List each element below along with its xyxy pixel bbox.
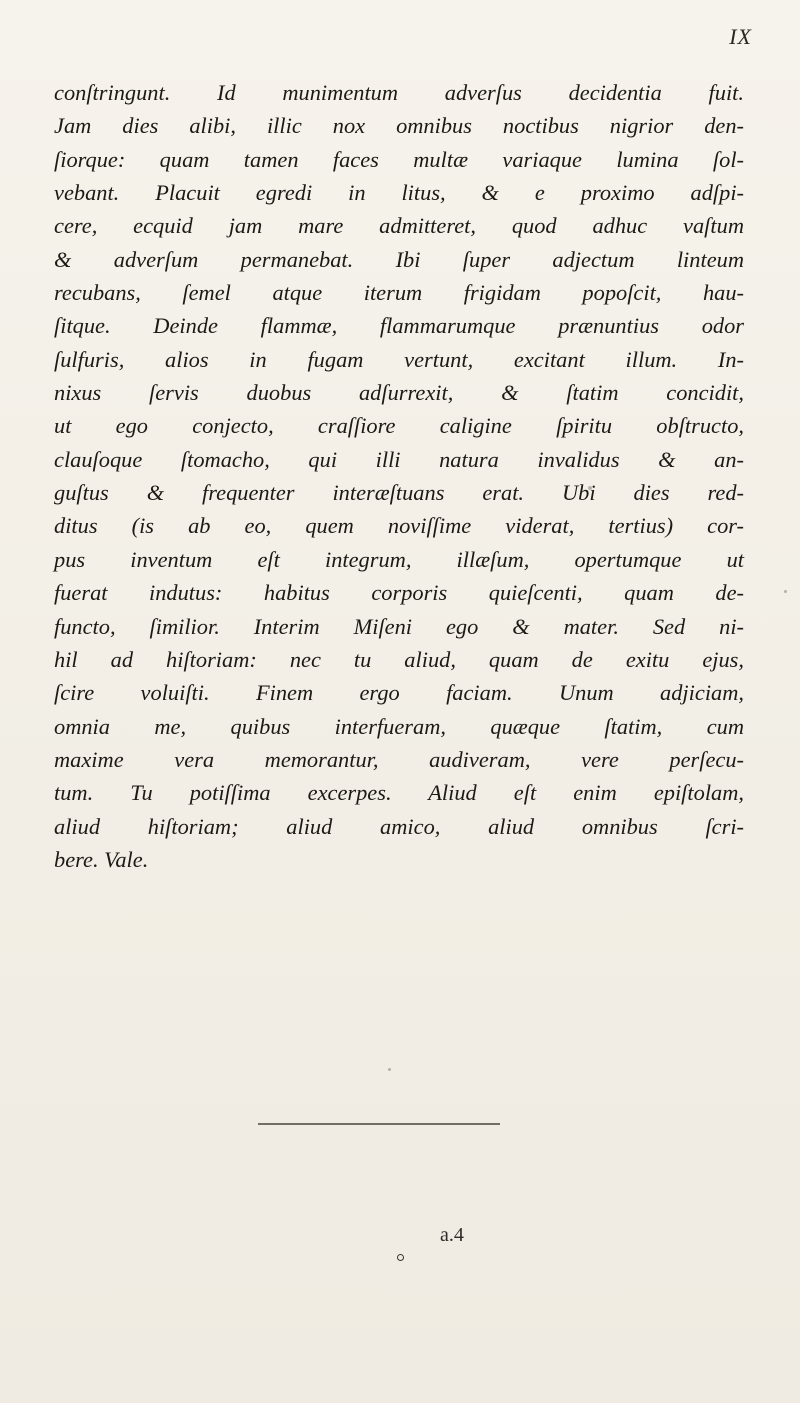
text-line: ut ego conjecto, craſſiore caligine ſpiritu obſtructo, (54, 413, 744, 439)
text-line: vebant. Placuit egredi in litus, & e proximo adſpi- (54, 180, 744, 206)
text-line: clauſoque ſtomacho, qui illi natura invalidus & an- (54, 446, 744, 472)
text-line: aliud hiſtoriam; aliud amico, aliud omnibus ſcri- (54, 813, 744, 839)
text-line: nixus ſervis duobus adſurrexit, & ſtatim concidit, (54, 380, 744, 406)
text-line: pus inventum eſt integrum, illæſum, opertumque ut (54, 546, 744, 572)
text-line: hil ad hiſtoriam: nec tu aliud, quam de exitu ejus, (54, 646, 744, 672)
text-line: tum. Tu potiſſima excerpes. Aliud eſt enim epiſtolam, (54, 780, 744, 806)
text-line: ditus (is ab eo, quem noviſſime viderat, tertius) cor- (54, 513, 744, 539)
text-line: fuerat indutus: habitus corporis quieſcenti, quam de- (54, 580, 744, 606)
text-line: functo, ſimilior. Interim Miſeni ego & mater. Sed ni- (54, 613, 744, 639)
text-line: ſcire voluiſti. Finem ergo faciam. Unum adjiciam, (54, 680, 744, 706)
text-line: maxime vera memorantur, audiveram, vere perſecu- (54, 746, 744, 772)
closing-rule (258, 1123, 500, 1125)
text-line: omnia me, quibus interfueram, quæque ſtatim, cum (54, 713, 744, 739)
letter-body-text (54, 76, 744, 876)
text-line: recubans, ſemel atque iterum frigidam popoſcit, hau- (54, 280, 744, 306)
text-line: conſtringunt. Id munimentum adverſus decidentia fuit. (54, 80, 744, 105)
text-line: Jam dies alibi, illic nox omnibus noctibus nigrior den- (54, 113, 744, 139)
text-line: & adverſum permanebat. Ibi ſuper adjectum linteum (54, 246, 744, 272)
text-line: guſtus & frequenter interæſtuans erat. Ubi dies red- (54, 480, 744, 506)
ink-dot (397, 1254, 404, 1261)
paper-speck (784, 590, 787, 593)
text-line: ſulfuris, alios in fugam vertunt, excitant illum. In- (54, 346, 744, 372)
text-line: ſitque. Deinde flammæ, flammarumque prænuntius odor (54, 313, 744, 339)
text-line: ſiorque: quam tamen faces multæ variaque lumina ſol- (54, 146, 744, 172)
paper-speck (588, 486, 592, 490)
text-line-final: bere. Vale. (54, 846, 149, 872)
text-line: cere, ecquid jam mare admitteret, quod adhuc vaſtum (54, 213, 744, 239)
paper-speck (388, 1068, 391, 1071)
signature-mark: a.4 (440, 1224, 464, 1246)
page-number: IX (729, 24, 752, 49)
